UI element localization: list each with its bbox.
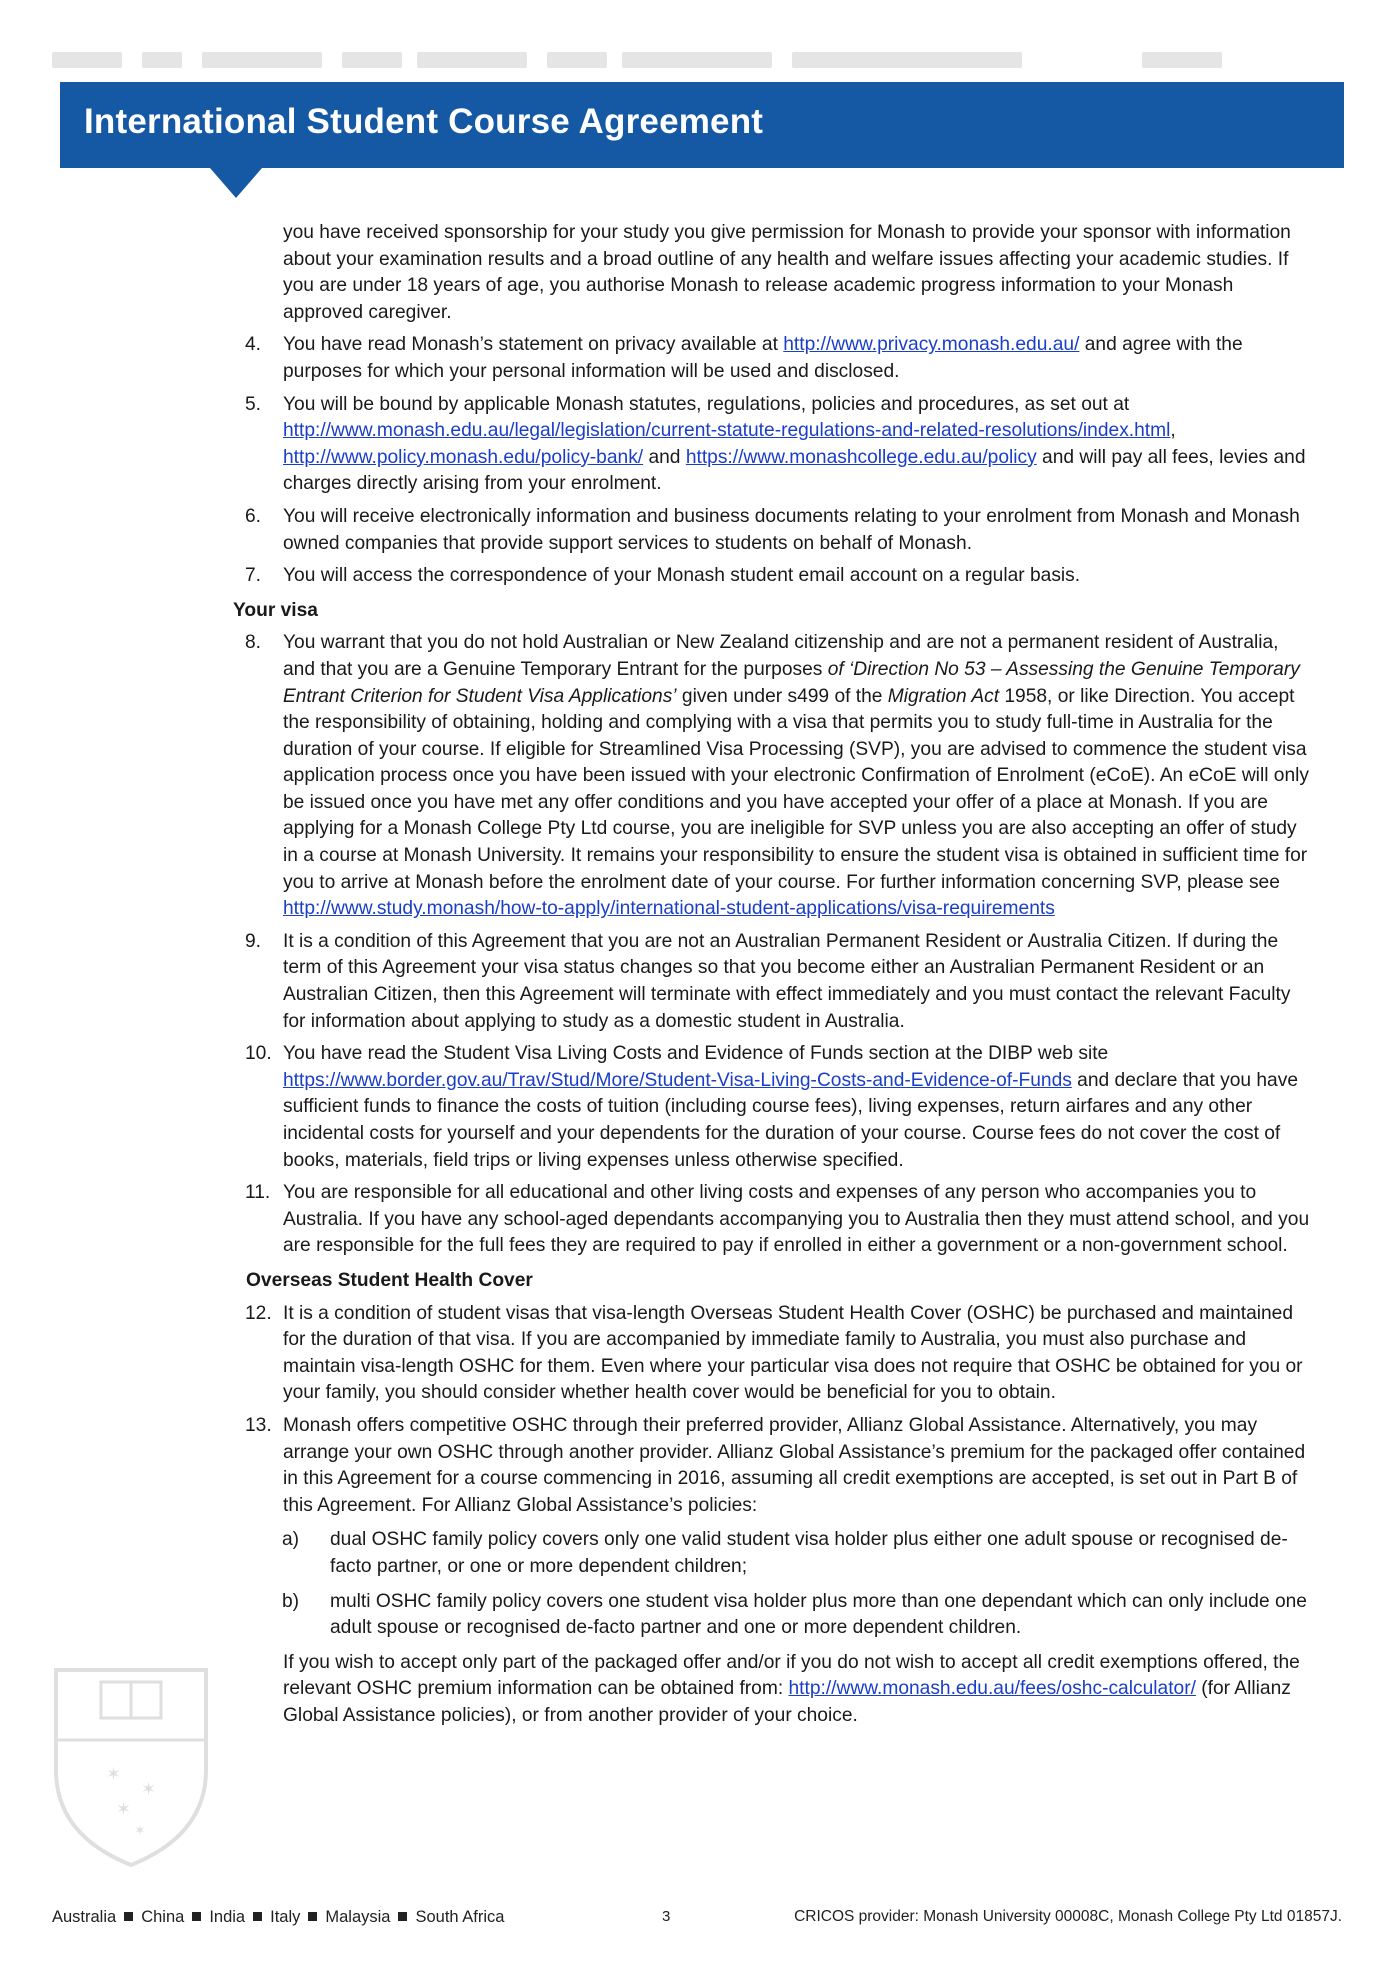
- college-policy-link[interactable]: https://www.monashcollege.edu.au/policy: [685, 446, 1037, 468]
- policy-bank-link[interactable]: http://www.policy.monash.edu/policy-bank/: [283, 446, 644, 468]
- university-crest-watermark: [46, 1660, 216, 1870]
- agreement-body: [0, 220, 1400, 1729]
- privacy-link[interactable]: http://www.privacy.monash.edu.au/: [783, 334, 1080, 356]
- footer-countries: Australia China India Italy Malaysia South Africa: [52, 1908, 505, 1926]
- item-number: 13.: [245, 1414, 272, 1436]
- header-redacted-info: [52, 52, 1222, 68]
- svg-text:✶: ✶: [116, 1799, 132, 1820]
- page-number: 3: [662, 1908, 671, 1925]
- section-heading-visa: Your visa: [233, 599, 318, 621]
- intro-paragraph: you have received sponsorship for your study you give permission for Monash to provide your sponsor with information about your examination results and a broad outline of any health and welfare issues affecting your academic studies. If you are under 18 years of age, you authorise Monash to release academic progress information to your Monash approved caregiver.: [283, 222, 1291, 323]
- sub-item-b: b) multi OSHC family policy covers one student visa holder plus more than one dependant which can only include one adult spouse or recognised de-facto partner and one or more dependent children.: [282, 1590, 1307, 1639]
- cricos-provider: CRICOS provider: Monash University 00008C, Monash College Pty Ltd 01857J.: [794, 1908, 1342, 1925]
- item-number: 4.: [245, 334, 262, 356]
- list-item-10: 10. You have read the Student Visa Living Costs and Evidence of Funds section at the DIBP web site https://www.border.gov.au/Trav/Stud/More/Student-Visa-Living-Costs-and-Evidence-of-Funds and declare that you have sufficient funds to finance the costs of tuition (including course fees), living expenses, return airfares and any other incidental costs for yourself and your dependents for the duration of your course. Course fees do not cover the cost of books, materials, field trips or living expenses unless otherwise specified.: [245, 1043, 1298, 1171]
- list-item-4: 4. You have read Monash’s statement on privacy available at http://www.privacy.monash.edu.au/ and agree with the purposes for which your personal information will be used and disclosed.: [245, 334, 1243, 382]
- svg-text:✶: ✶: [134, 1823, 146, 1839]
- svg-text:✶: ✶: [106, 1764, 122, 1785]
- item-number: 9.: [245, 930, 262, 952]
- legislation-link[interactable]: http://www.monash.edu.au/legal/legislation/current-statute-regulations-and-related-resolutions/index.html: [283, 420, 1171, 442]
- oshc-closing-paragraph: If you wish to accept only part of the packaged offer and/or if you do not wish to accept all credit exemptions offered, the relevant OSHC premium information can be obtained from: http://www.monash.edu.au/fees/oshc-calculator/ (for Allianz Global Assistance policies), or from another provider of your choice.: [283, 1651, 1300, 1726]
- item-number: 12.: [245, 1302, 272, 1324]
- item-number: 6.: [245, 505, 262, 527]
- page-title: International Student Course Agreement: [84, 102, 764, 141]
- item-number: 11.: [245, 1182, 271, 1204]
- item-number: 5.: [245, 393, 262, 415]
- item-number: 7.: [245, 565, 262, 587]
- list-item-6: 6. You will receive electronically information and business documents relating to your enrolment from Monash and Monash owned companies that provide support services to students on behalf of Monash.: [245, 505, 1300, 554]
- list-item-8: 8. You warrant that you do not hold Australian or New Zealand citizenship and are not a permanent resident of Australia, and that you are a Genuine Temporary Entrant for the purposes of ‘Direction No 53 – Assessing the Genuine Temporary Entrant Criterion for Student Visa Applications’ given under s499 of the Migration Act 1958, or like Direction. You accept the responsibility of obtaining, holding and complying with a visa that permits you to study full-time in Australia for the duration of your course. If eligible for Streamlined Visa Processing (SVP), you are advised to commence the student visa application process once you have been issued with your electronic Confirmation of Enrolment (eCoE). An eCoE will only be issued once you have met any offer conditions and you have accepted your offer of a place at Monash. If you are applying for a Monash College Pty Ltd course, you are ineligible for SVP unless you are also accepting an offer of study in a course at Monash University. It remains your responsibility to ensure the student visa is obtained in sufficient time for you to arrive at Monash before the enrolment date of your course. For further information concerning SVP, please see http://www.study.monash/how-to-apply/international-student-applications/visa-requirements: [245, 632, 1309, 920]
- sub-item-a: a) dual OSHC family policy covers only one valid student visa holder plus either one adult spouse or recognised de-facto partner, or one or more dependent children;: [282, 1529, 1288, 1577]
- oshc-calculator-link[interactable]: http://www.monash.edu.au/fees/oshc-calculator/: [788, 1678, 1196, 1700]
- item-number: 8.: [245, 632, 262, 654]
- list-item-12: 12. It is a condition of student visas that visa-length Overseas Student Health Cover (OSHC) be purchased and maintained for the duration of that visa. If you are accompanied by immediate family to Australia, you must also purchase and maintain visa-length OSHC for them. Even where your particular visa does not require that OSHC be obtained for you or your family, you should consider whether health cover would be beneficial for you to obtain.: [245, 1302, 1303, 1404]
- title-banner: [60, 82, 1344, 168]
- visa-requirements-link[interactable]: http://www.study.monash/how-to-apply/international-student-applications/visa-requirements: [283, 898, 1055, 920]
- list-item-13: 13. Monash offers competitive OSHC through their preferred provider, Allianz Global Assistance. Alternatively, you may arrange your own OSHC through another provider. Allianz Global Assistance’s premium for the packaged offer contained in this Agreement for a course commencing in 2016, assuming all credit exemptions are accepted, is set out in Part B of this Agreement. For Allianz Global Assistance’s policies:: [245, 1414, 1306, 1516]
- item-number: 10.: [245, 1043, 272, 1065]
- sub-item-letter: a): [282, 1529, 300, 1551]
- svg-text:✶: ✶: [141, 1779, 157, 1800]
- list-item-5: 5. You will be bound by applicable Monash statutes, regulations, policies and procedures, as set out at http://www.monash.edu.au/legal/legislation/current-statute-regulations-and-related-resolutions/index.html, http://www.policy.monash.edu/policy-bank/ and https://www.monashcollege.edu.au/policy and will pay all fees, levies and charges directly arising from your enrolment.: [245, 393, 1306, 495]
- list-item-7: 7. You will access the correspondence of your Monash student email account on a regular basis.: [283, 563, 1313, 590]
- border-gov-link[interactable]: https://www.border.gov.au/Trav/Stud/More/Student-Visa-Living-Costs-and-Evidence-of-Funds: [283, 1069, 1072, 1091]
- banner-tab-decoration: [210, 168, 262, 198]
- list-item-9: 9. It is a condition of this Agreement that you are not an Australian Permanent Resident or Australia Citizen. If during the term of this Agreement your visa status changes so that you become either an Australian Permanent Resident or an Australian Citizen, then this Agreement will terminate with effect immediately and you must contact the relevant Faculty for information about applying to study as a domestic student in Australia.: [245, 930, 1291, 1032]
- sub-item-letter: b): [282, 1590, 300, 1612]
- section-heading-oshc: Overseas Student Health Cover: [246, 1269, 533, 1291]
- list-item-11: 11. You are responsible for all educational and other living costs and expenses of any person who accompanies you to Australia. If you have any school-aged dependants accompanying you to Australia then they must attend school, and you are responsible for the full fees they are required to pay if enrolled in either a government or a non-government school.: [245, 1182, 1310, 1257]
